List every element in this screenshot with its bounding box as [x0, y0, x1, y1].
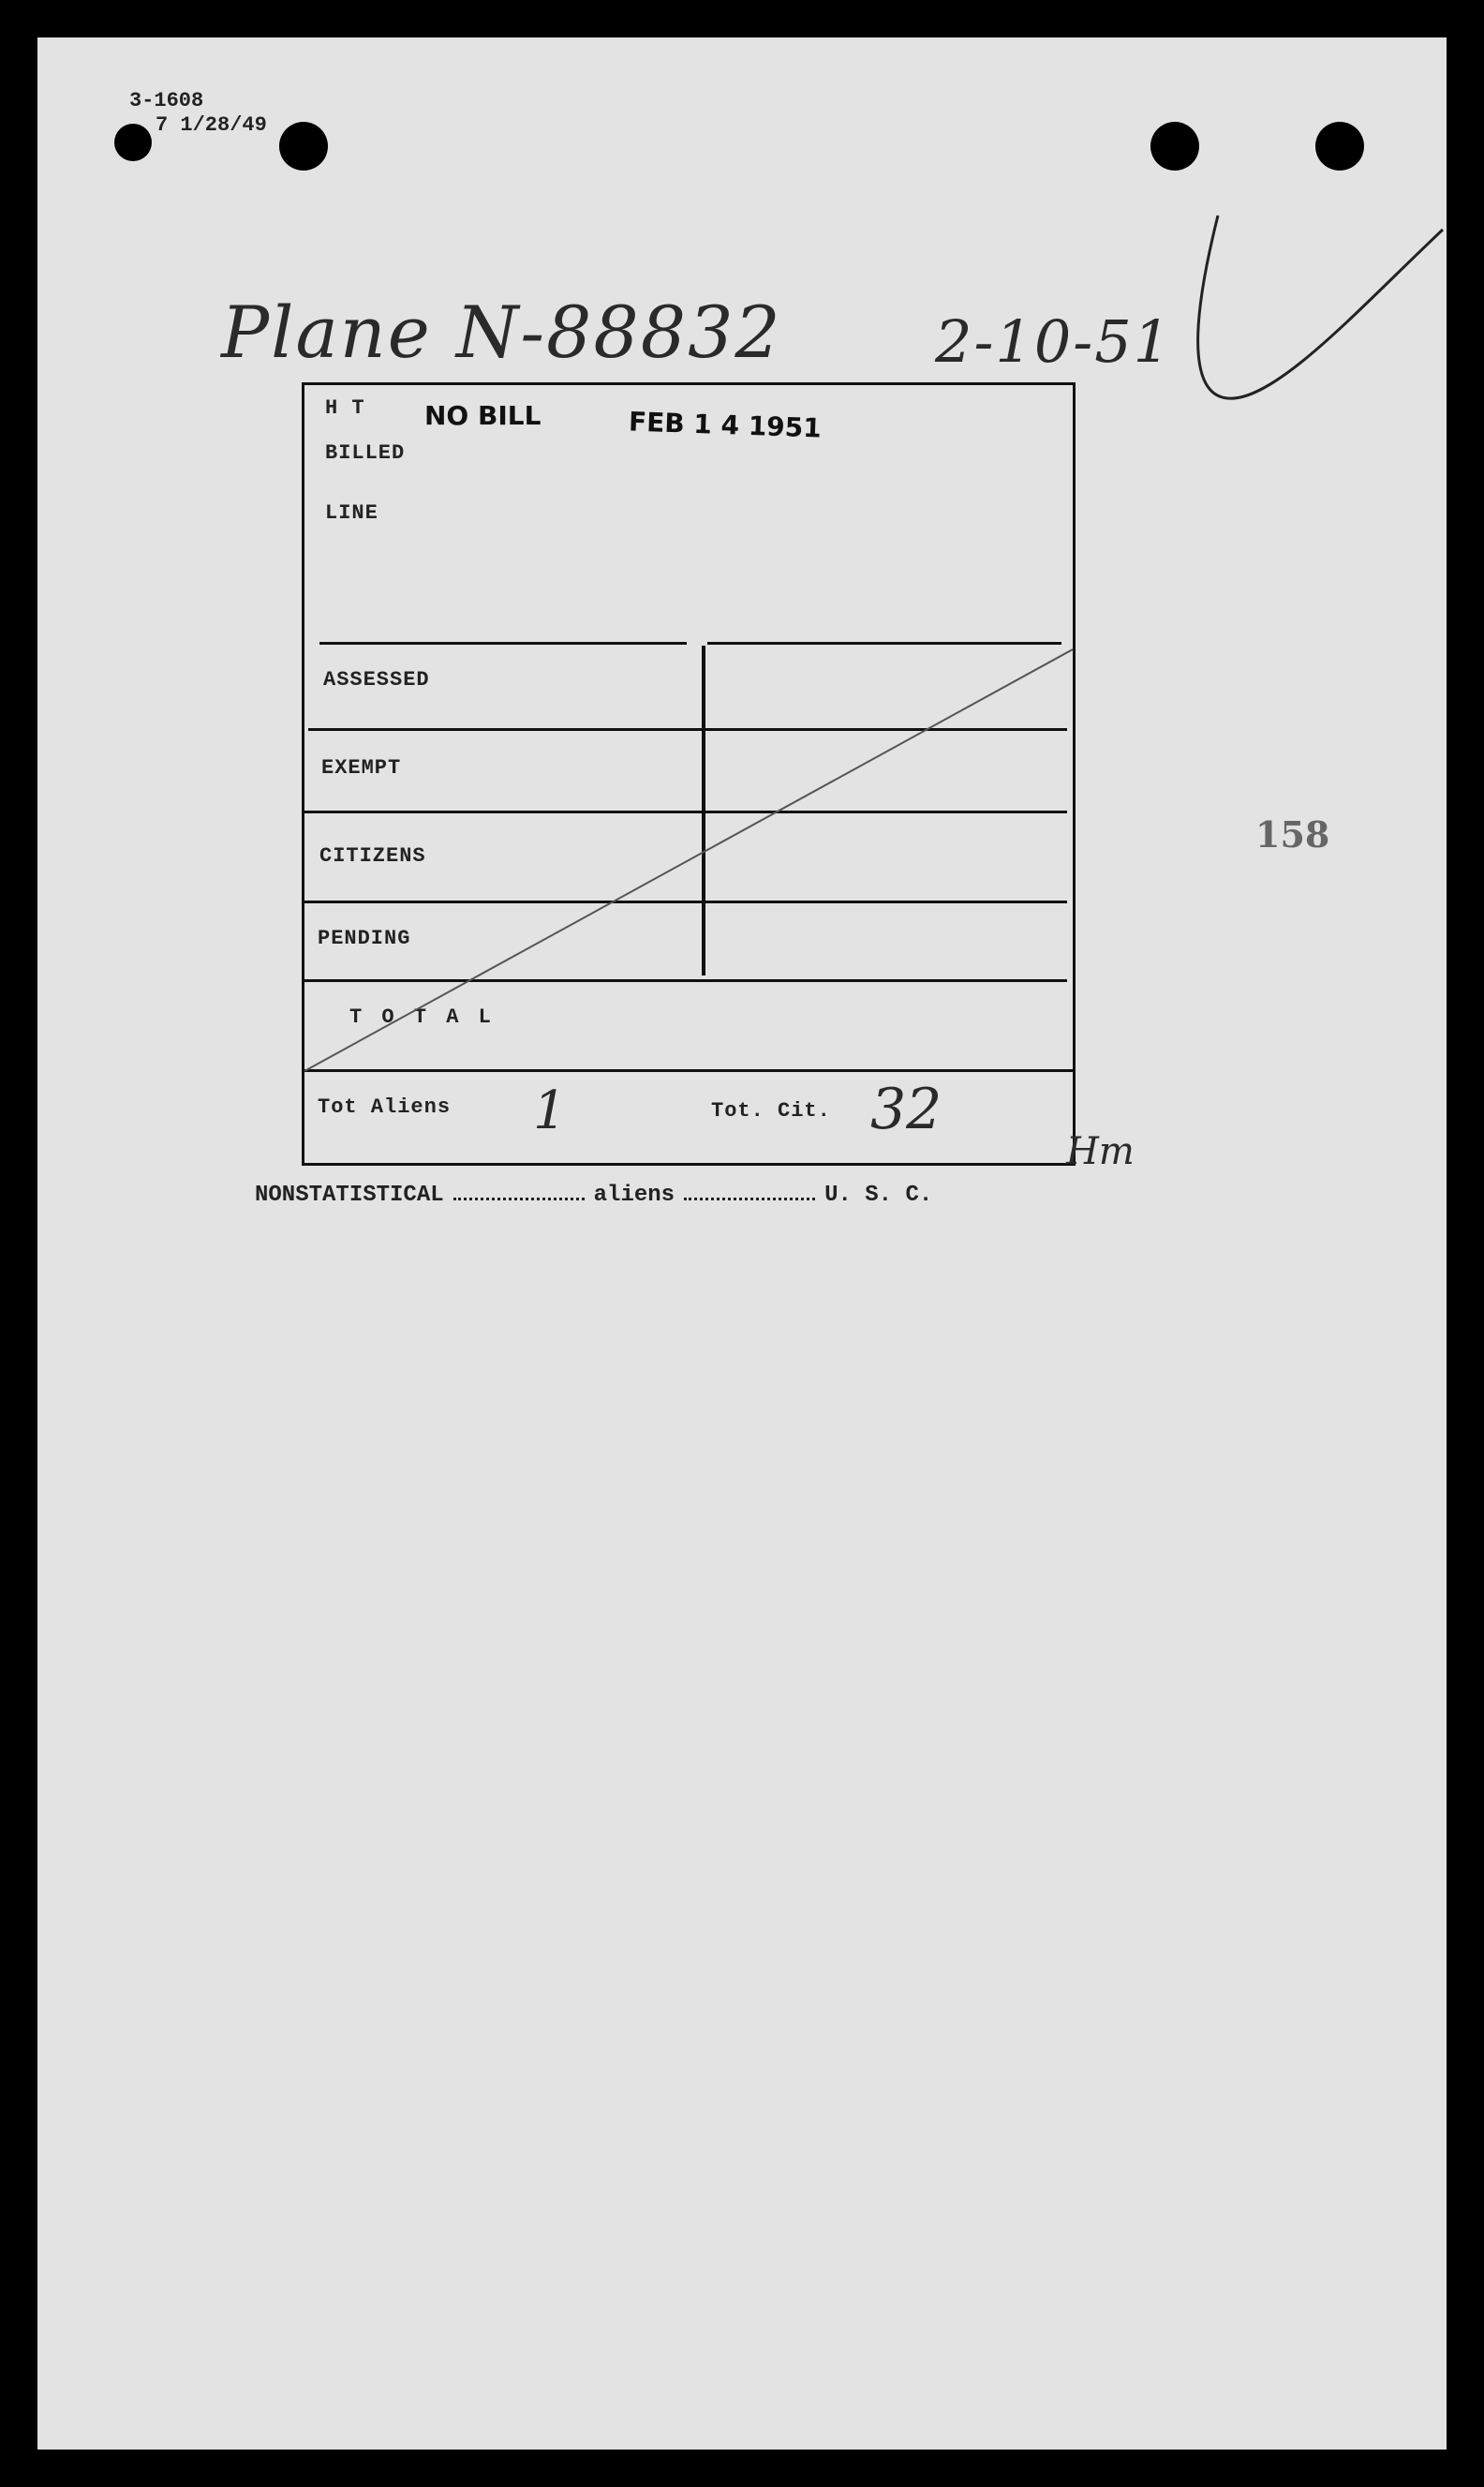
tot-cit-label: Tot. Cit. — [711, 1099, 831, 1123]
usc-label: U. S. C. — [824, 1183, 933, 1208]
handwritten-initials: Hm — [1066, 1130, 1135, 1173]
form-revision: 7 1/28/49 — [156, 113, 267, 137]
form-number: 3-1608 — [129, 89, 204, 112]
tot-cit-value: 32 — [870, 1077, 942, 1142]
checkmark-icon — [1171, 178, 1452, 440]
line-label: LINE — [325, 501, 378, 525]
punch-hole-left — [279, 122, 328, 171]
handwritten-title: Plane N-88832 — [221, 290, 782, 374]
row-label-citizens: CITIZENS — [319, 844, 426, 868]
no-bill-stamp: NO BILL — [424, 400, 542, 431]
tot-aliens-value: 1 — [533, 1080, 567, 1141]
handwritten-date: 2-10-51 — [935, 307, 1173, 376]
row-label-assessed: ASSESSED — [323, 668, 430, 692]
form-id — [129, 89, 267, 138]
document-page — [37, 37, 1447, 2450]
tot-aliens-label: Tot Aliens — [318, 1095, 452, 1119]
date-stamp: FEB 1 4 1951 — [628, 406, 823, 444]
punch-hole-middle — [1150, 122, 1199, 171]
aliens-label: aliens — [593, 1183, 675, 1208]
punch-hole-right — [1315, 122, 1364, 171]
nonstatistical-line — [255, 1183, 932, 1208]
blank-field — [453, 1184, 585, 1200]
total-label: T O T A L — [349, 1005, 495, 1029]
row-label-exempt: EXEMPT — [321, 756, 402, 780]
manifest-summary-box — [302, 382, 1076, 1166]
ht-label: H T — [325, 396, 365, 420]
page-number: 158 — [1255, 813, 1330, 856]
cross-out-line — [304, 385, 1078, 1169]
billed-label: BILLED — [325, 441, 406, 465]
row-label-pending: PENDING — [318, 927, 411, 950]
blank-field — [684, 1184, 815, 1200]
nonstatistical-label: NONSTATISTICAL — [255, 1183, 444, 1208]
